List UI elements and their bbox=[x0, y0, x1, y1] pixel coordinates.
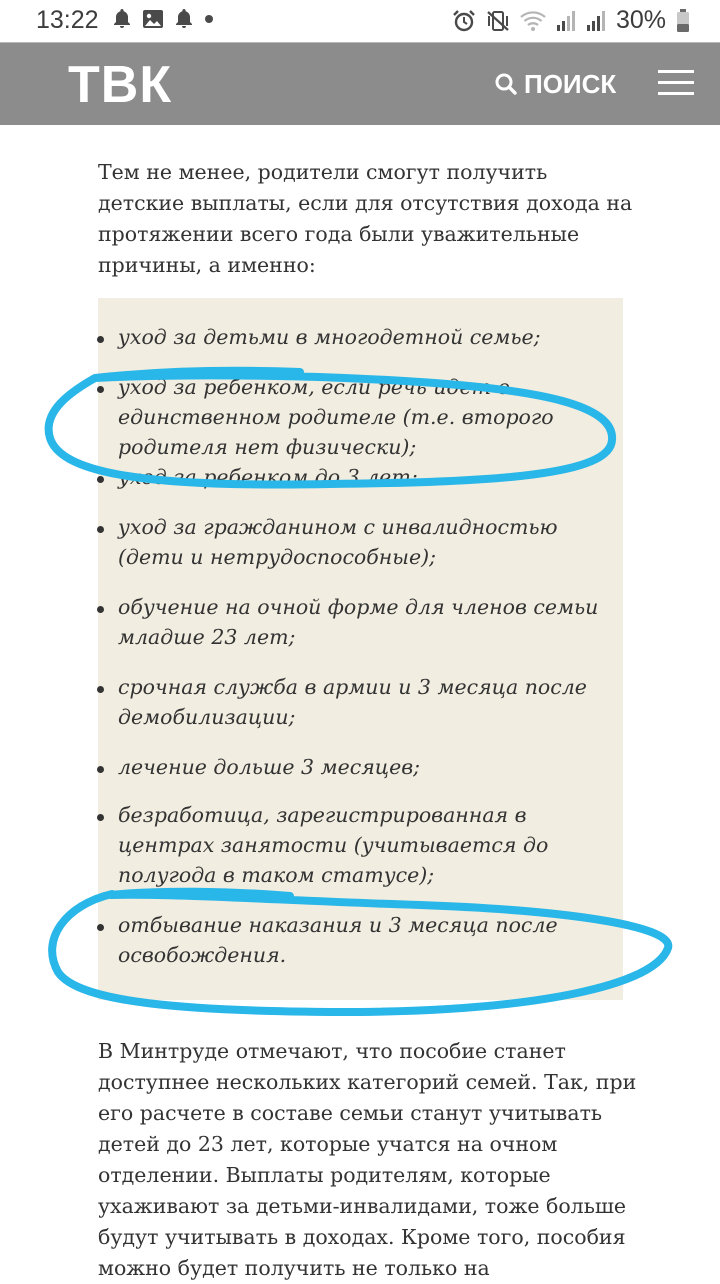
hamburger-icon-bar bbox=[658, 92, 694, 95]
battery-icon bbox=[676, 9, 690, 33]
list-bullet bbox=[97, 526, 104, 533]
menu-button[interactable] bbox=[658, 70, 694, 96]
article-paragraph-outro: В Минтруде отмечают, что пособие станет доступнее нескольких категорий семей. Так, при его расчете в составе семьи станут учитывать детей до 23 лет, которые учатся на очном отделении. Выплаты родителям, которые ухаживают за детьми-инвалидами, тоже больше будут учитывать в доходах. Кроме того, пособия можно будет получить не только на bbox=[98, 1039, 637, 1280]
list-item: уход за ребенком, если речь идет о единственном родителе (т.е. второго родителя нет физически); bbox=[118, 375, 554, 459]
search-icon bbox=[494, 72, 518, 96]
list-bullet bbox=[97, 386, 104, 393]
list-bullet bbox=[97, 814, 104, 821]
list-bullet bbox=[97, 606, 104, 613]
status-bar bbox=[0, 0, 720, 42]
list-item: срочная служба в армии и 3 месяца после демобилизации; bbox=[118, 675, 587, 729]
list-item: обучение на очной форме для членов семьи младше 23 лет; bbox=[118, 595, 599, 649]
signal-icon bbox=[586, 10, 606, 32]
site-header bbox=[0, 42, 720, 125]
image-icon bbox=[142, 9, 164, 29]
dot-icon bbox=[204, 14, 214, 24]
list-item: уход за гражданином с инвалидностью (дети и нетрудоспособные); bbox=[118, 515, 558, 569]
status-time: 13:22 bbox=[36, 6, 99, 34]
list-bullet bbox=[97, 686, 104, 693]
system-icons bbox=[452, 6, 690, 35]
article-paragraph-intro: Тем не менее, родители смогут получить детские выплаты, если для отсутствия дохода на протяжении всего года были уважительные причины, а именно: bbox=[98, 160, 633, 277]
list-item: уход за детьми в многодетной семье; bbox=[118, 325, 541, 349]
alarm-icon bbox=[452, 9, 476, 33]
search-button[interactable] bbox=[494, 69, 616, 99]
site-logo[interactable]: ТВК bbox=[68, 56, 173, 114]
list-bullet bbox=[97, 336, 104, 343]
list-item: отбывание наказания и 3 месяца после освобождения. bbox=[118, 913, 558, 967]
bell-icon bbox=[112, 8, 132, 30]
list-bullet bbox=[97, 766, 104, 773]
list-item: безработица, зарегистрированная в центрах занятости (учитывается до полугода в таком статусе); bbox=[118, 803, 549, 887]
hamburger-icon-bar bbox=[658, 81, 694, 84]
signal-icon bbox=[556, 10, 576, 32]
hamburger-icon-bar bbox=[658, 70, 694, 73]
reasons-list-box bbox=[98, 298, 623, 1000]
list-item: уход за ребенком до 3 лет; bbox=[118, 465, 418, 489]
bell-icon bbox=[174, 8, 194, 30]
notification-icons bbox=[112, 8, 214, 30]
list-item: лечение дольше 3 месяцев; bbox=[118, 755, 421, 779]
list-bullet bbox=[97, 476, 104, 483]
wifi-icon bbox=[520, 10, 546, 32]
battery-percent: 30% bbox=[615, 6, 666, 34]
list-bullet bbox=[97, 924, 104, 931]
search-label: ПОИСК bbox=[524, 69, 617, 99]
vibrate-mute-icon bbox=[486, 9, 510, 33]
